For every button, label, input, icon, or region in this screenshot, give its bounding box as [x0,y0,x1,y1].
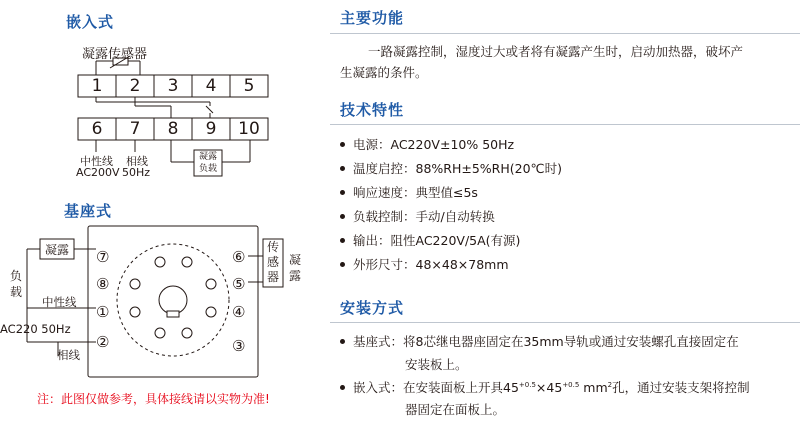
base-neutral-label: 中性线 [42,295,77,309]
socket-pin-7: ⑦ [96,248,110,266]
bullet-icon [340,190,345,195]
base-load-label: 负 载 [10,269,23,299]
base-title: 基座式 [64,202,113,220]
terminal-5: 5 [243,76,255,96]
install-base-line-2: 安装板上。 [405,357,468,372]
install-embed-line-1: 嵌入式：在安装面板上开具$45^{+0.5}\times 45^{+0.5}$ $mm^2$孔，通过安装支架将控制 [340,378,750,396]
bottom-terminal-labels [78,118,268,140]
base-right-label: 凝 露 [289,253,302,283]
bullet-icon [340,385,345,390]
install-base-line-1: 基座式：将8芯继电器座固定在35mm导轨或通过安装螺孔直接固定在 [340,332,739,350]
socket-pin-8: ⑧ [96,275,110,293]
terminal-2: 2 [129,76,141,96]
bullet-icon [340,142,345,147]
feature-item: 响应速度：典型值≤5s [340,183,478,201]
main-function-title: 主要功能 [340,9,405,27]
feature-item: 温度启控：88%RH±5%RH(20℃时) [340,159,562,177]
feature-item: 负载控制：手动/自动转换 [340,207,495,225]
base-right-box-label: 传 感 器 [266,240,279,284]
main-function-line-1: 一路凝露控制，湿度过大或者将有凝露产生时，启动加热器，破坏产 [368,44,744,59]
load-box-text: 凝露 负载 [198,152,217,174]
divider [330,33,800,34]
phase-freq: 50Hz [122,166,151,179]
install-embed-line-2: 器固定在面板上。 [405,402,506,417]
divider [330,322,800,323]
terminal-3: 3 [167,76,179,96]
terminal-4: 4 [205,76,217,96]
bullet-icon [340,214,345,219]
terminal-6: 6 [91,119,103,139]
embed-title: 嵌入式 [66,13,115,31]
main-function-line-2: 生凝露的条件。 [340,65,428,80]
feature-item: 电源：AC220V±10% 50Hz [340,135,514,153]
wiring-diagram [0,0,320,423]
feature-item: 外形尺寸：48×48×78mm [340,255,509,273]
bullet-icon [340,262,345,267]
terminal-9: 9 [205,119,217,139]
socket-pin-3: ③ [232,337,246,355]
base-left-box-label: 凝露 [44,243,69,257]
phase-label: 相线 [126,155,148,168]
base-phase-label: 相线 [57,348,80,362]
base-supply-label: AC220 50Hz [0,322,71,336]
socket-ring [117,244,229,356]
install-title: 安装方式 [340,299,405,317]
feature-item: 输出：阻性AC220V/5A(有源) [340,231,520,249]
sensor-label: 凝露传感器 [82,47,148,62]
neutral-voltage: AC200V [76,166,120,179]
socket-center-key [159,286,187,314]
terminal-7: 7 [129,119,141,139]
bullet-icon [340,166,345,171]
socket-pin-6: ⑥ [232,248,246,266]
bullet-icon [340,238,345,243]
terminal-8: 8 [167,119,179,139]
socket-pin-4: ④ [232,303,246,321]
tech-title: 技术特性 [340,101,405,119]
socket-pin-2: ② [96,333,110,351]
neutral-label: 中性线 [80,155,113,168]
bullet-icon [340,339,345,344]
warning-note: 注：此图仅做参考，具体接线请以实物为准! [37,392,270,406]
divider [330,124,800,125]
terminal-10: 10 [238,119,260,139]
socket-pin-1: ① [96,303,110,321]
socket-pin-5: ⑤ [232,275,246,293]
top-terminal-labels [78,75,268,97]
terminal-1: 1 [91,76,103,96]
